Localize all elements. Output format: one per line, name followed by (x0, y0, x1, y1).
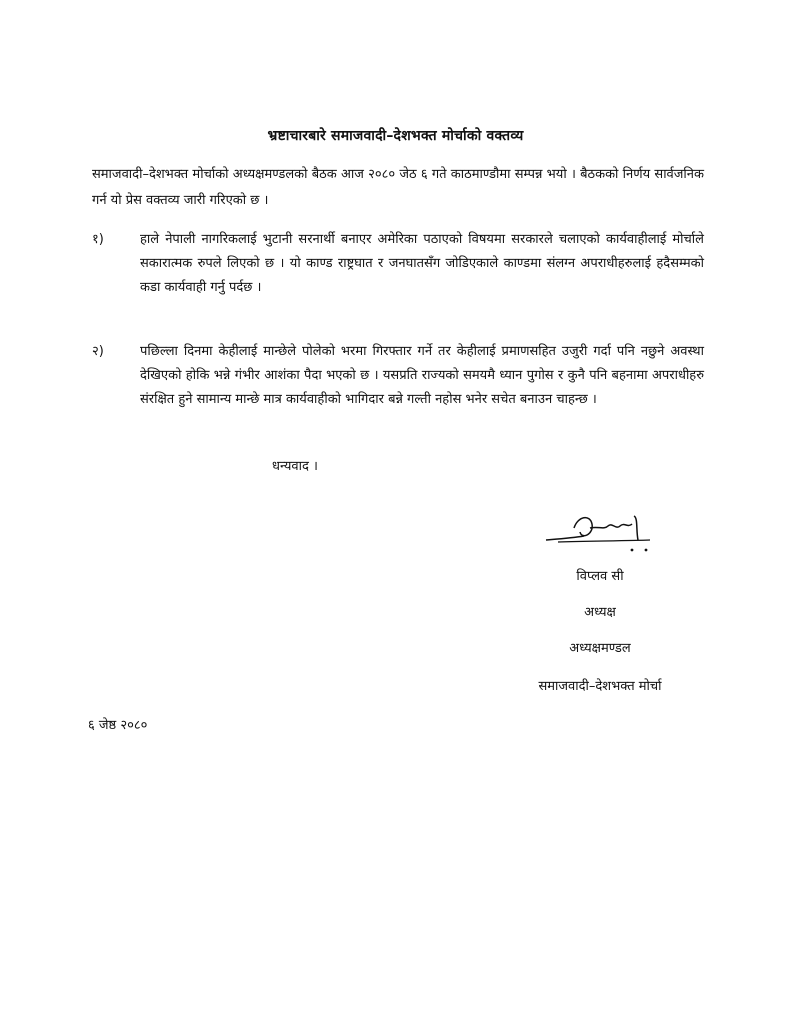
statement-title: भ्रष्टाचारबारे समाजवादी–देशभक्त मोर्चाको वक्तव्य (267, 128, 524, 144)
statement-date: ६ जेष्ठ २०८० (88, 718, 148, 733)
signatory-role: अध्यक्ष (584, 605, 616, 620)
point-item-2 (92, 340, 704, 412)
point-number: २) (92, 344, 104, 359)
point-text: पछिल्ला दिनमा केहीलाई मान्छेले पोलेको भरमा गिरफ्तार गर्ने तर केहीलाई प्रमाणसहित उजुरी गर्दा पनि नछुने अवस्था देखिएको होकि भन्ने गंभीर आशंका पैदा भएको छ । यसप्रति राज्यको समयमै ध्यान पुगोस र कुनै पनि बहनामा अपराधीहरु संरक्षित हुने सामान्य मान्छे मात्र कार्यवाहीको भागिदार बन्ने गल्ती नहोस भनेर सचेत बनाउन चाहन्छ । (140, 344, 704, 407)
thanks-text: धन्यवाद । (272, 459, 318, 474)
intro-paragraph: समाजवादी–देशभक्त मोर्चाको अध्यक्षमण्डलको बैठक आज २०८० जेठ ६ गते काठमाण्डौमा सम्पन्न भयो । बैठकको निर्णय सार्वजनिक गर्न यो प्रेस वक्तव्य जारी गरिएको छ । (92, 167, 704, 208)
point-number: १) (92, 232, 104, 247)
signatory-body: अध्यक्षमण्डल (569, 641, 631, 656)
handwritten-signature (538, 506, 658, 562)
organization-name: समाजवादी–देशभक्त मोर्चा (538, 679, 662, 694)
signatory-name: विप्लव सी (576, 569, 624, 584)
point-item-1 (92, 228, 704, 300)
point-text: हाले नेपाली नागरिकलाई भुटानी सरनार्थी बनाएर अमेरिका पठाएको विषयमा सरकारले चलाएको कार्यवाहीलाई मोर्चाले सकारात्मक रुपले लिएको छ । यो काण्ड राष्ट्रघात र जनघातसँग जोडिएकाले काण्डमा संलग्न अपराधीहरुलाई हदैसम्मको कडा कार्यवाही गर्नु पर्दछ । (140, 232, 704, 295)
